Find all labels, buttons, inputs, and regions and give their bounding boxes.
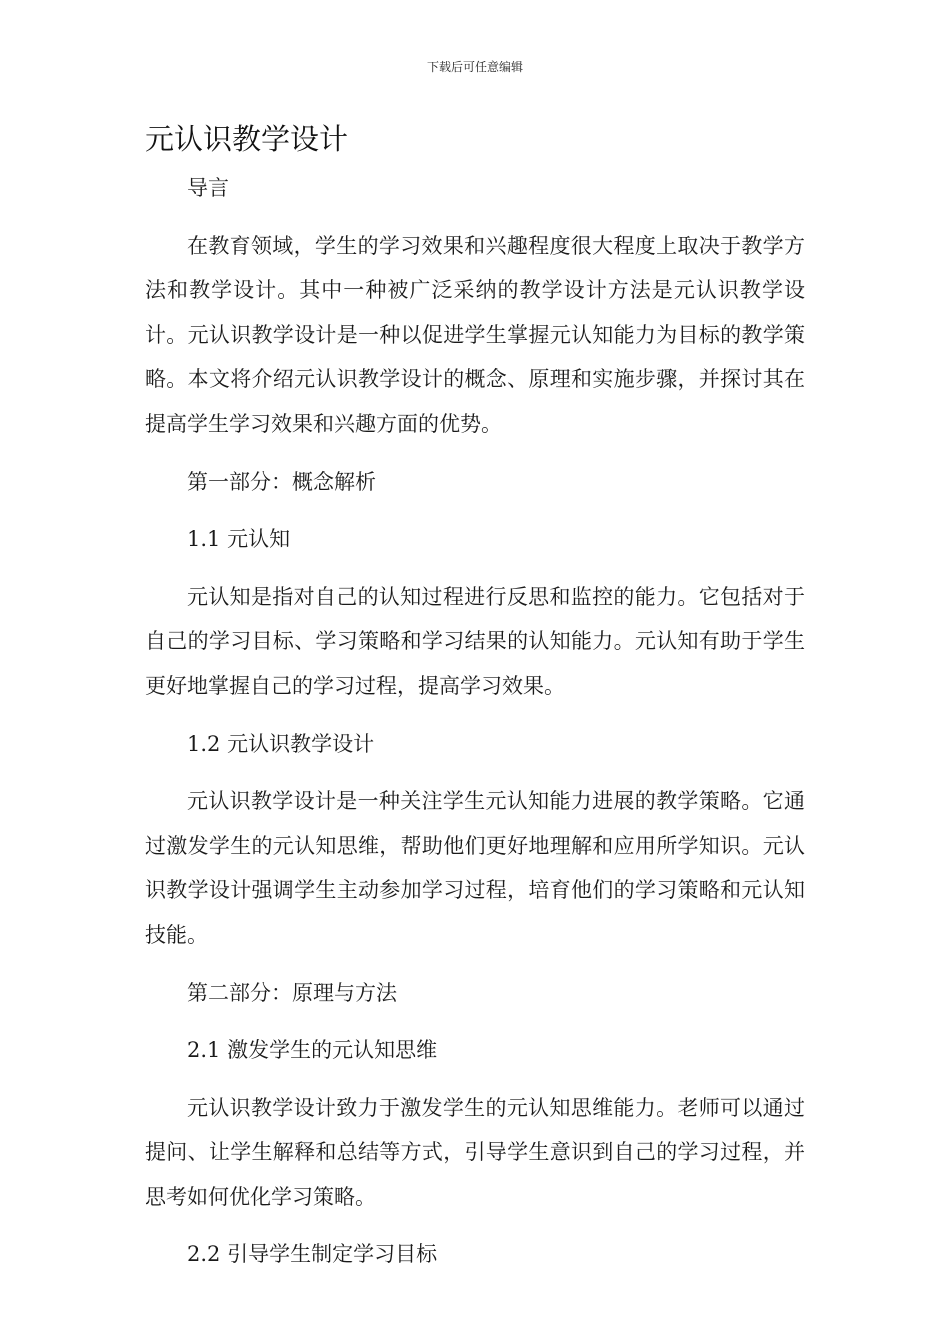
document-title: 元认识教学设计: [145, 122, 349, 156]
subsection-heading-1-1: 1.1 元认知: [187, 527, 291, 552]
body-paragraph-2-1: 元认识教学设计致力于激发学生的元认知思维能力。老师可以通过提问、让学生解释和总结等方式，引导学生意识到自己的学习过程，并思考如何优化学习策略。: [145, 1095, 805, 1209]
section-heading-intro: 导言: [187, 176, 229, 200]
subsection-heading-1-2: 1.2 元认识教学设计: [187, 731, 375, 756]
body-paragraph-intro: 在教育领域，学生的学习效果和兴趣程度很大程度上取决于教学方法和教学设计。其中一种被广泛采纳的教学设计方法是元认识教学设计。元认识教学设计是一种以促进学生掌握元认知能力为目标的教学策略。本文将介绍元认识教学设计的概念、原理和实施步骤，并探讨其在提高学生学习效果和兴趣方面的优势。: [145, 233, 805, 436]
subsection-heading-2-1: 2.1 激发学生的元认知思维: [187, 1038, 438, 1063]
body-paragraph-1-1: 元认知是指对自己的认知过程进行反思和监控的能力。它包括对于自己的学习目标、学习策略和学习结果的认知能力。元认知有助于学生更好地掌握自己的学习过程，提高学习效果。: [145, 584, 805, 698]
body-paragraph-1-2: 元认识教学设计是一种关注学生元认知能力进展的教学策略。它通过激发学生的元认知思维，帮助他们更好地理解和应用所学知识。元认识教学设计强调学生主动参加学习过程，培育他们的学习策略和元认知技能。: [145, 789, 805, 947]
section-heading-part-one: 第一部分：概念解析: [187, 469, 376, 494]
section-heading-part-two: 第二部分：原理与方法: [187, 980, 397, 1005]
subsection-heading-2-2: 2.2 引导学生制定学习目标: [187, 1242, 438, 1267]
document-body: [145, 166, 805, 1290]
page-header-note: 下载后可任意编辑: [426, 60, 523, 74]
